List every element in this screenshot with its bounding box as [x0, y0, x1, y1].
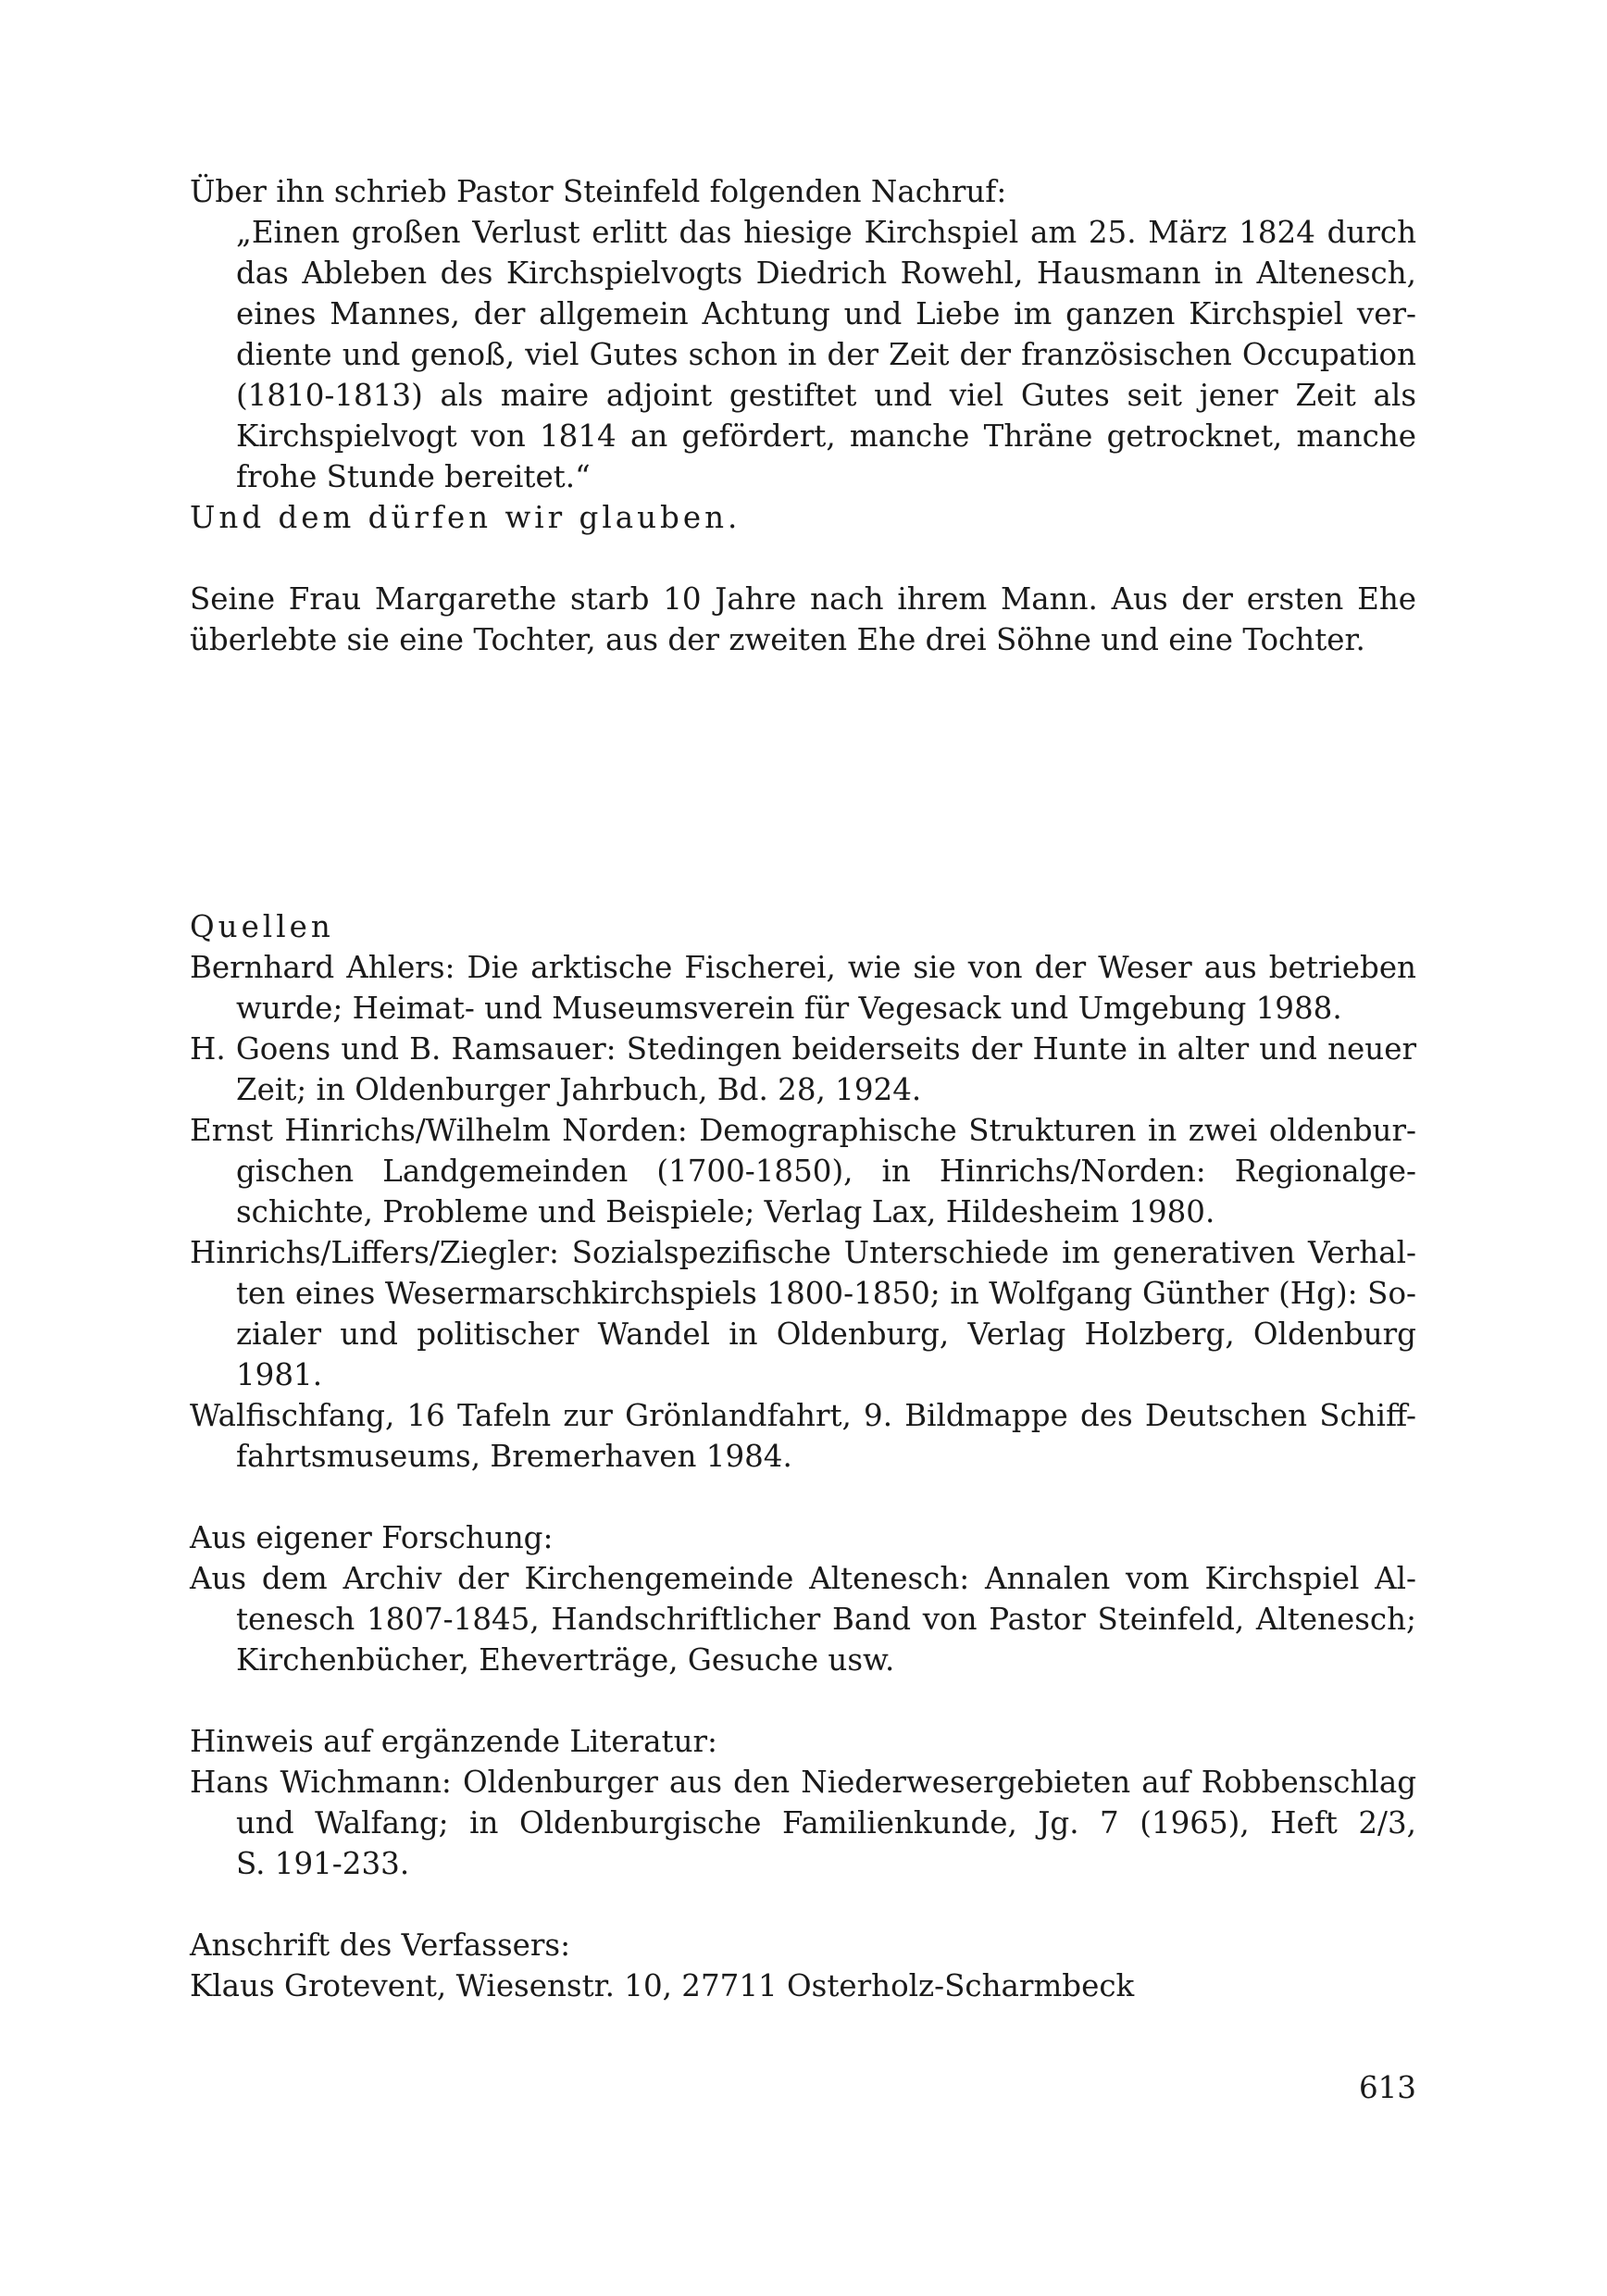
- obituary-intro: Über ihn schrieb Pastor Steinfeld folgenden Nachruf:: [190, 174, 1007, 209]
- paragraph-line: Seine Frau Margarethe starb 10 Jahre nach ihrem Mann. Aus der ersten Ehe: [190, 581, 1416, 617]
- source-line: wurde; Heimat- und Museumsverein für Vegesack und Umgebung 1988.: [236, 991, 1342, 1026]
- source-entry: [190, 1395, 1416, 1477]
- literature-line: Hans Wichmann: Oldenburger aus den Niederwesergebieten auf Robbenschlag: [190, 1765, 1416, 1800]
- own-research-section: [190, 1517, 1416, 1680]
- literature-section: [190, 1721, 1416, 1884]
- source-entry: [190, 1029, 1416, 1110]
- source-entry: [190, 1110, 1416, 1232]
- paragraph-line: überlebte sie eine Tochter, aus der zweiten Ehe drei Söhne und eine Tochter.: [190, 622, 1365, 657]
- source-line: Walfischfang, 16 Tafeln zur Grönlandfahrt, 9. Bildmappe des Deutschen Schiff-: [190, 1398, 1416, 1433]
- obituary-section: [190, 171, 1416, 538]
- quote-line: „Einen großen Verlust erlitt das hiesige Kirchspiel am 25. März 1824 durch: [236, 215, 1416, 250]
- sources-section: [190, 906, 1416, 1477]
- sources-heading: Quellen: [190, 909, 334, 944]
- source-line: 1981.: [236, 1357, 323, 1392]
- author-section: [190, 1925, 1416, 2006]
- quote-line: eines Mannes, der allgemein Achtung und Liebe im ganzen Kirchspiel ver-: [236, 296, 1416, 331]
- source-line: Hinrichs/Liffers/Ziegler: Sozialspezifische Unterschiede im generativen Verhal-: [190, 1235, 1416, 1270]
- quote-line: diente und genoß, viel Gutes schon in der Zeit der französischen Occupation: [236, 337, 1416, 372]
- wife-paragraph: [190, 579, 1416, 660]
- research-line: tenesch 1807-1845, Handschriftlicher Band von Pastor Steinfeld, Altenesch;: [236, 1602, 1416, 1637]
- source-line: Ernst Hinrichs/Wilhelm Norden: Demographische Strukturen in zwei oldenbur-: [190, 1113, 1416, 1148]
- source-line: zialer und politischer Wandel in Oldenburg, Verlag Holzberg, Oldenburg: [236, 1316, 1416, 1352]
- literature-heading: Hinweis auf ergänzende Literatur:: [190, 1724, 717, 1759]
- page-number: 613: [1358, 2070, 1416, 2105]
- quote-line: (1810-1813) als maire adjoint gestiftet und viel Gutes seit jener Zeit als: [236, 378, 1416, 413]
- literature-line: S. 191-233.: [236, 1846, 410, 1881]
- quote-line: frohe Stunde bereitet.“: [236, 459, 591, 494]
- source-line: Bernhard Ahlers: Die arktische Fischerei, wie sie von der Weser aus betrieben: [190, 950, 1416, 985]
- own-research-heading: Aus eigener Forschung:: [190, 1520, 554, 1555]
- research-line: Kirchenbücher, Eheverträge, Gesuche usw.: [236, 1642, 895, 1678]
- obituary-closing: Und dem dürfen wir glauben.: [190, 500, 741, 535]
- source-line: fahrtsmuseums, Bremerhaven 1984.: [236, 1439, 792, 1474]
- quote-line: das Ableben des Kirchspielvogts Diedrich Rowehl, Hausmann in Altenesch,: [236, 256, 1416, 291]
- source-entry: [190, 1232, 1416, 1395]
- literature-line: und Walfang; in Oldenburgische Familienkunde, Jg. 7 (1965), Heft 2/3,: [236, 1805, 1416, 1841]
- author-address: Klaus Grotevent, Wiesenstr. 10, 27711 Osterholz-Scharmbeck: [190, 1968, 1135, 2003]
- quote-line: Kirchspielvogt von 1814 an gefördert, manche Thräne getrocknet, manche: [236, 418, 1416, 454]
- source-entry: [190, 947, 1416, 1029]
- research-line: Aus dem Archiv der Kirchengemeinde Altenesch: Annalen vom Kirchspiel Al-: [190, 1561, 1416, 1596]
- source-line: H. Goens und B. Ramsauer: Stedingen beiderseits der Hunte in alter und neuer: [190, 1031, 1416, 1067]
- source-line: schichte, Probleme und Beispiele; Verlag Lax, Hildesheim 1980.: [236, 1194, 1215, 1229]
- source-line: Zeit; in Oldenburger Jahrbuch, Bd. 28, 1924.: [236, 1072, 922, 1107]
- source-line: ten eines Wesermarschkirchspiels 1800-1850; in Wolfgang Günther (Hg): So-: [236, 1276, 1416, 1311]
- source-line: gischen Landgemeinden (1700-1850), in Hinrichs/Norden: Regionalge-: [236, 1154, 1416, 1189]
- author-heading: Anschrift des Verfassers:: [190, 1928, 571, 1963]
